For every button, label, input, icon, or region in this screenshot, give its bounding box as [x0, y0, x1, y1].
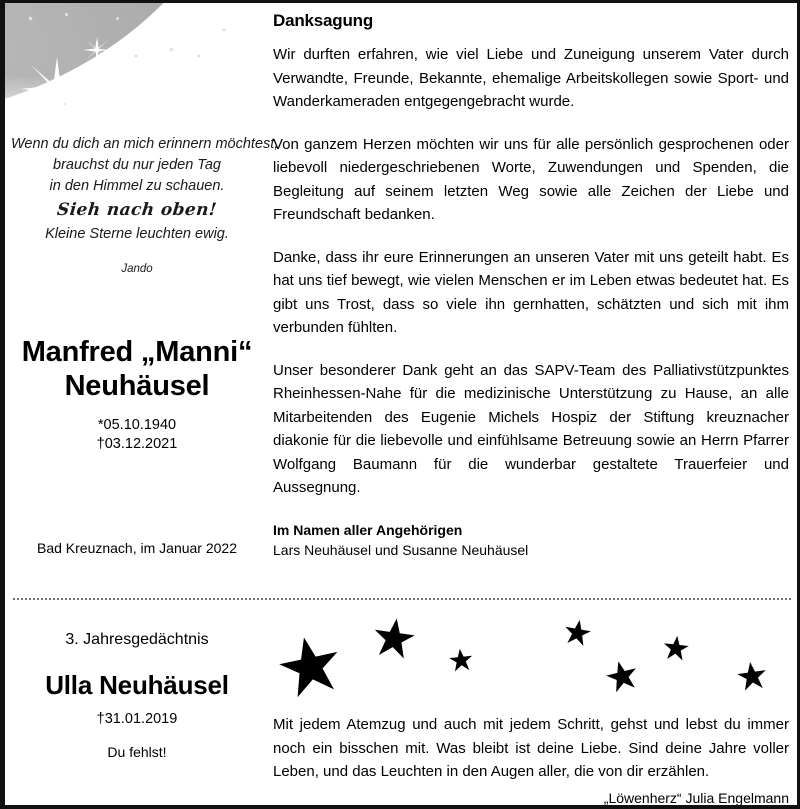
deceased-death-date: †03.12.2021 [96, 436, 178, 452]
thanks-paragraph-1: Wir durften erfahren, wie viel Liebe und Zuneigung unserem Vater durch Verwandte, Freunde, Bekannte, ehemalige Arbeitskollegen sowie Sport- und Wanderkameraden entgegengebracht wurde. [273, 46, 789, 110]
verse-author: Jando [121, 263, 153, 275]
star-icon-6 [663, 635, 689, 661]
star-icon-4 [564, 619, 591, 646]
speck-star-icon-2 [63, 11, 70, 18]
place-and-date: Bad Kreuznach, im Januar 2022 [36, 540, 237, 556]
night-sky-decoration [5, 3, 267, 128]
memorial-section [11, 629, 263, 760]
signature-names: Lars Neuhäusel und Susanne Neuhäusel [273, 541, 529, 558]
memorial-verse [11, 134, 279, 280]
verse-line-4-script-wrap [11, 197, 263, 224]
small-sparkle-star-icon [123, 77, 151, 103]
deceased-birth-date: *05.10.1940 [97, 417, 177, 433]
thanks-paragraph-3: Danke, dass ihr eure Erinnerungen an unseren Vater mit uns geteilt habt. Es hat uns tief bewegt, wie vielen Menschen er im Leben etwas bedeutet hat. Es gibt uns Trost, dass so viele ihn gernhatten, schätzten und sich mit ihm verbunden fühlten. [273, 248, 789, 336]
speck-star-icon-5 [168, 46, 175, 53]
star-icon-1 [279, 635, 341, 697]
memorial-missing-line: Du fehlst! [107, 744, 167, 760]
star-icon-5 [606, 660, 638, 692]
deceased-name-line-2: Neuhäusel [64, 370, 210, 402]
gray-blob-shape [5, 3, 255, 123]
signature-block [273, 520, 789, 560]
verse-line-3: in den Himmel zu schauen. [49, 178, 225, 194]
star-icon-2 [373, 617, 415, 659]
verse-line-1: Wenn du dich an mich erinnern möchtest, [11, 136, 279, 152]
star-icon-7 [737, 661, 767, 691]
blob-bottom-fade [5, 3, 267, 128]
closing-poem [273, 713, 789, 806]
star-field-decoration [273, 613, 789, 708]
section-divider [13, 598, 791, 600]
speck-star-icon-6 [196, 53, 202, 59]
signature-heading: Im Namen aller Angehörigen [273, 521, 463, 538]
large-sparkle-star-icon [19, 55, 95, 123]
deceased-dates [11, 416, 263, 454]
poem-author: „Löwenherz“ Julia Engelmann [603, 789, 789, 806]
verse-line-5: Kleine Sterne leuchten ewig. [45, 226, 229, 242]
thanks-paragraph-2: Von ganzem Herzen möchten wir uns für alle persönlich gesprochenen oder liebevoll niedergeschriebenen Worte, Zuwendungen und Spenden, die Begleitung auf seinem letzten Weg sowie alle Zeichen der Liebe und Freundschaft bedanken. [273, 135, 789, 223]
medium-sparkle-star-icon [82, 36, 112, 64]
star-icon-3 [449, 648, 473, 672]
verse-line-2: brauchst du nur jeden Tag [53, 157, 221, 173]
deceased-name-block [11, 335, 263, 454]
speck-star-icon-7 [221, 27, 227, 33]
speck-star-icon-3 [114, 15, 121, 22]
verse-line-4-script: Sieh nach oben! [56, 200, 218, 220]
speck-star-icon-4 [133, 53, 139, 59]
thanks-section [273, 11, 789, 560]
thanks-paragraph-4: Unser besonderer Dank geht an das SAPV-Team des Palliativstützpunktes Rheinhessen-Nahe für die medizinische Unterstützung zu Hause, an alle Mitarbeitenden des Eugenie Michels Hospiz der Stiftung kreuznacher diakonie für die liebevolle und einfühlsame Betreuung sowie an Herrn Pfarrer Wolfgang Baumann für die wunderbar gestaltete Trauerfeier und Aussegnung. [273, 361, 789, 496]
memorial-anniversary-label: 3. Jahresgedächtnis [65, 631, 209, 648]
memorial-death-date: †31.01.2019 [96, 711, 178, 727]
poem-text: Mit jedem Atemzug und auch mit jedem Schritt, gehst und lebst du immer noch ein bisschen mit. Was bleibt ist deine Liebe. Sind deine Jahre voller Leben, und das Leuchten in den Augen aller, die von dir erzählen. [273, 716, 789, 780]
thanks-heading: Danksagung [273, 11, 374, 30]
memorial-name: Ulla Neuhäusel [45, 670, 229, 700]
deceased-name-line-1: Manfred „Manni“ [21, 336, 253, 368]
speck-star-icon-1 [27, 15, 34, 22]
speck-star-icon-8 [62, 101, 68, 107]
